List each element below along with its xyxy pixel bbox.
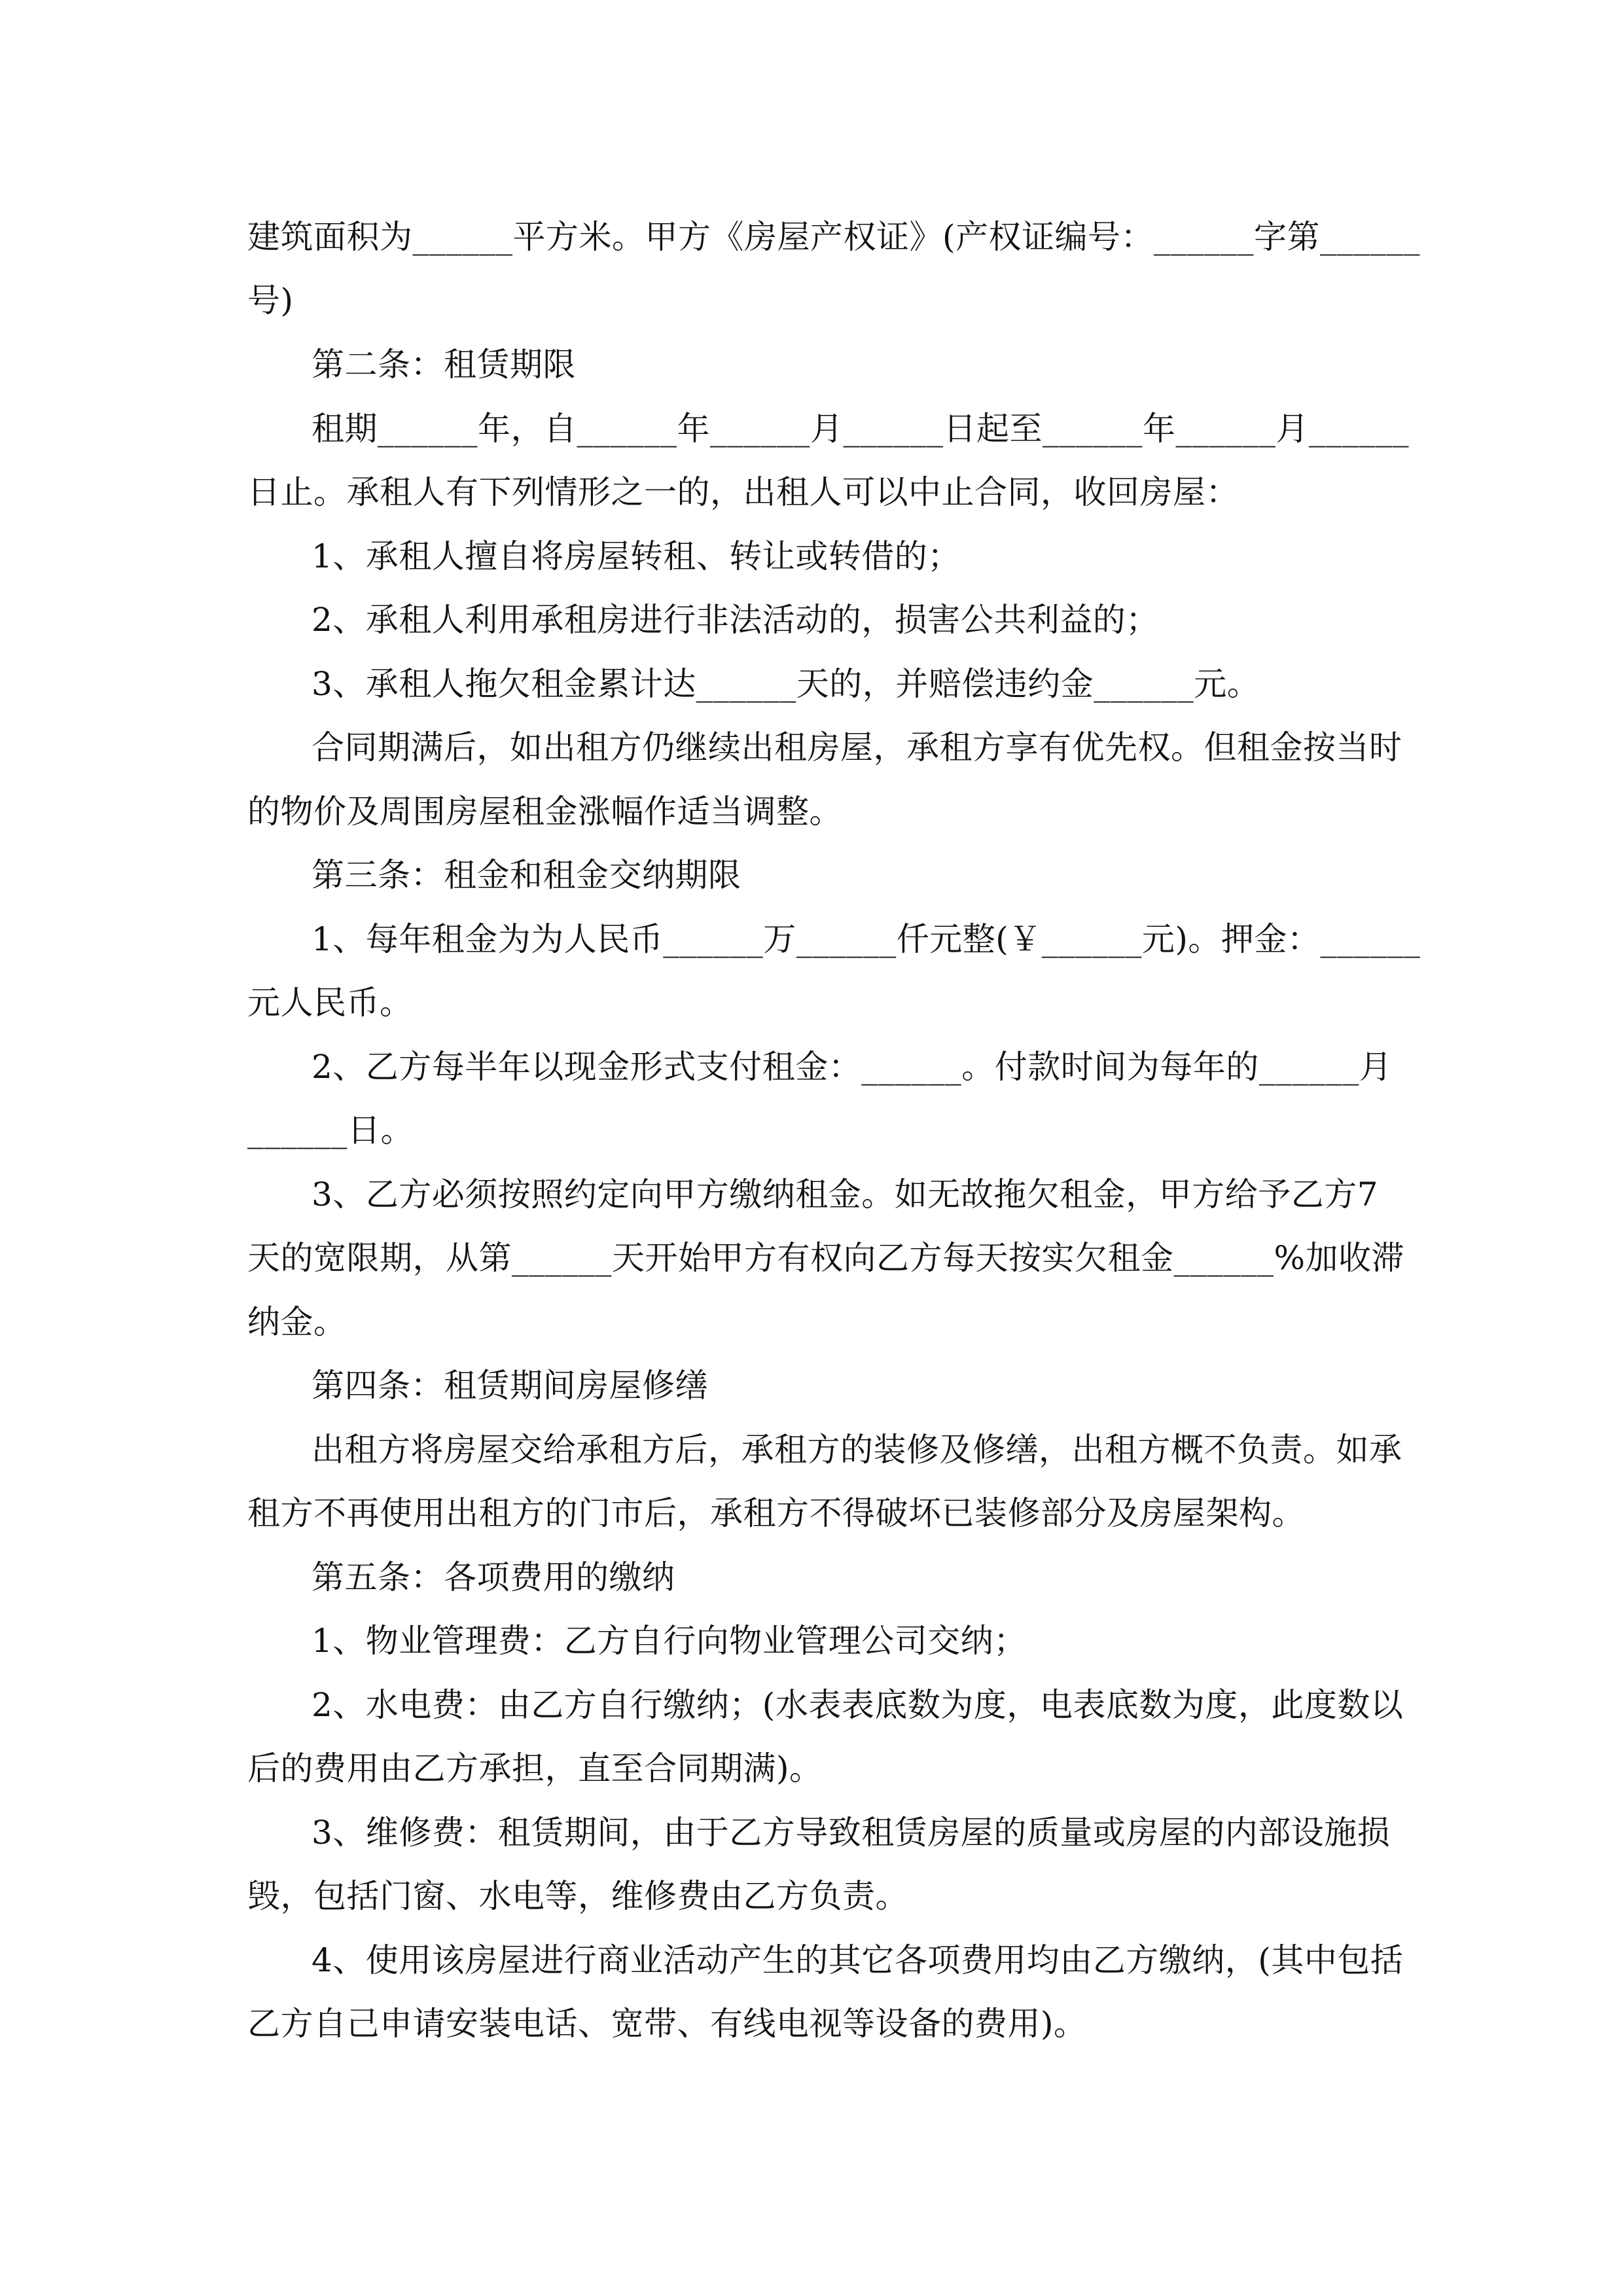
list-item: 3、乙方必须按照约定向甲方缴纳租金。如无故拖欠租金，甲方给予乙方7 [312, 1175, 1379, 1213]
list-item: 1、每年租金为为人民币______万______仟元整(￥______元)。押金：______ [312, 920, 1421, 958]
text-line: 租期______年，自______年______月______日起至______年______月______ [312, 410, 1409, 448]
list-item: 3、承租人拖欠租金累计达______天的，并赔偿违约金______元。 [312, 665, 1260, 703]
text-line: 号) [247, 281, 294, 319]
text-line: 毁，包括门窗、水电等，维修费由乙方负责。 [247, 1877, 908, 1915]
text-line: ______日。 [247, 1111, 414, 1149]
list-item: 4、使用该房屋进行商业活动产生的其它各项费用均由乙方缴纳，(其中包括 [312, 1941, 1404, 1979]
section-heading: 第四条：租赁期间房屋修缮 [312, 1367, 708, 1405]
text-line: 乙方自己申请安装电话、宽带、有线电视等设备的费用)。 [247, 2005, 1087, 2043]
text-line: 建筑面积为______平方米。甲方《房屋产权证》(产权证编号：______字第______ [247, 218, 1421, 256]
text-line: 后的费用由乙方承担，直至合同期满)。 [247, 1749, 823, 1787]
text-line: 出租方将房屋交给承租方后，承租方的装修及修缮，出租方概不负责。如承 [312, 1431, 1402, 1469]
section-heading: 第五条：各项费用的缴纳 [312, 1558, 675, 1596]
list-item: 1、承租人擅自将房屋转租、转让或转借的； [312, 537, 961, 575]
section-heading: 第三条：租金和租金交纳期限 [312, 856, 741, 894]
text-line: 天的宽限期，从第______天开始甲方有权向乙方每天按实欠租金______%加收滞 [247, 1239, 1405, 1277]
text-line: 合同期满后，如出租方仍继续出租房屋，承租方享有优先权。但租金按当时 [312, 728, 1402, 766]
list-item: 1、物业管理费：乙方自行向物业管理公司交纳； [312, 1622, 1027, 1660]
list-item: 2、承租人利用承租房进行非法活动的，损害公共利益的； [312, 601, 1159, 639]
list-item: 2、乙方每半年以现金形式支付租金：______。付款时间为每年的______月 [312, 1048, 1393, 1086]
text-line: 的物价及周围房屋租金涨幅作适当调整。 [247, 793, 842, 831]
text-line: 元人民币。 [247, 984, 413, 1022]
list-item: 3、维修费：租赁期间，由于乙方导致租赁房屋的质量或房屋的内部设施损 [312, 1814, 1391, 1852]
text-line: 纳金。 [247, 1303, 347, 1341]
section-heading: 第二条：租赁期限 [312, 346, 576, 384]
list-item: 2、水电费：由乙方自行缴纳；(水表表底数为度，电表底数为度，此度数以 [312, 1686, 1404, 1724]
text-line: 日止。承租人有下列情形之一的，出租人可以中止合同，收回房屋： [247, 473, 1239, 511]
text-line: 租方不再使用出租方的门市后，承租方不得破坏已装修部分及房屋架构。 [247, 1494, 1305, 1532]
